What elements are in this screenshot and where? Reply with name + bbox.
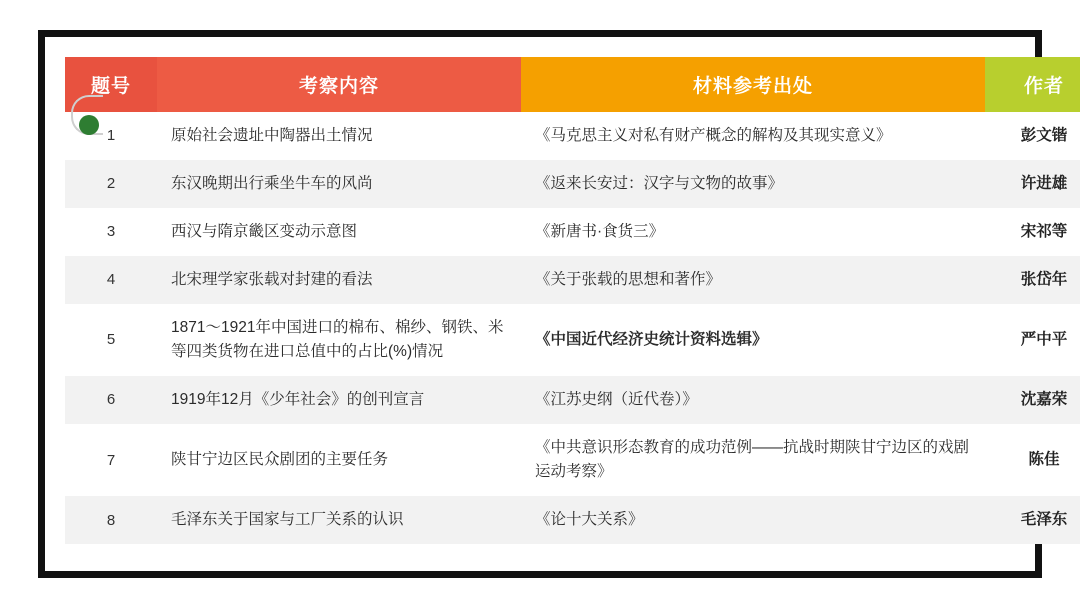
- cell-num: 1: [65, 112, 157, 160]
- cell-source: 《论十大关系》: [521, 496, 985, 544]
- table-container: [65, 57, 1068, 557]
- cell-source: 《马克思主义对私有财产概念的解构及其现实意义》: [521, 112, 985, 160]
- table-row: [65, 256, 1080, 304]
- cell-num: 5: [65, 304, 157, 376]
- cell-content: 1919年12月《少年社会》的创刊宣言: [157, 376, 521, 424]
- cell-content: 1871～1921年中国进口的棉布、棉纱、钢铁、米等四类货物在进口总值中的占比(%)情况: [157, 304, 521, 376]
- cell-author: 宋祁等: [985, 208, 1080, 256]
- cell-source: 《新唐书·食货三》: [521, 208, 985, 256]
- table-row: [65, 496, 1080, 544]
- cell-source: 《江苏史纲（近代卷）》: [521, 376, 985, 424]
- cell-source: 《关于张载的思想和著作》: [521, 256, 985, 304]
- cell-content: 毛泽东关于国家与工厂关系的认识: [157, 496, 521, 544]
- column-header-num: 题号: [65, 57, 157, 112]
- cell-num: 7: [65, 424, 157, 496]
- table-row: [65, 208, 1080, 256]
- table-header: [65, 57, 1080, 112]
- cell-author: 严中平: [985, 304, 1080, 376]
- cell-content: 西汉与隋京畿区变动示意图: [157, 208, 521, 256]
- decorative-dot: [79, 115, 99, 135]
- column-header-author: 作者: [985, 57, 1080, 112]
- table-row: [65, 424, 1080, 496]
- cell-author: 彭文锴: [985, 112, 1080, 160]
- table-row: [65, 160, 1080, 208]
- cell-author: 毛泽东: [985, 496, 1080, 544]
- cell-content: 陕甘宁边区民众剧团的主要任务: [157, 424, 521, 496]
- table-header-row: [65, 57, 1080, 112]
- cell-source: 《返来长安过：汉字与文物的故事》: [521, 160, 985, 208]
- table-row: [65, 112, 1080, 160]
- table-body: [65, 112, 1080, 544]
- table-frame: [38, 30, 1068, 578]
- column-header-source: 材料参考出处: [521, 57, 985, 112]
- cell-content: 原始社会遗址中陶器出土情况: [157, 112, 521, 160]
- exam-source-table: [65, 57, 1080, 544]
- column-header-content: 考察内容: [157, 57, 521, 112]
- cell-author: 张岱年: [985, 256, 1080, 304]
- cell-source: 《中共意识形态教育的成功范例——抗战时期陕甘宁边区的戏剧运动考察》: [521, 424, 985, 496]
- cell-content: 北宋理学家张载对封建的看法: [157, 256, 521, 304]
- table-row: [65, 376, 1080, 424]
- cell-num: 4: [65, 256, 157, 304]
- cell-author: 许进雄: [985, 160, 1080, 208]
- table-row: [65, 304, 1080, 376]
- cell-source: 《中国近代经济史统计资料选辑》: [521, 304, 985, 376]
- cell-num: 2: [65, 160, 157, 208]
- cell-author: 沈嘉荣: [985, 376, 1080, 424]
- cell-content: 东汉晚期出行乘坐牛车的风尚: [157, 160, 521, 208]
- cell-num: 3: [65, 208, 157, 256]
- cell-num: 8: [65, 496, 157, 544]
- cell-num: 6: [65, 376, 157, 424]
- cell-author: 陈佳: [985, 424, 1080, 496]
